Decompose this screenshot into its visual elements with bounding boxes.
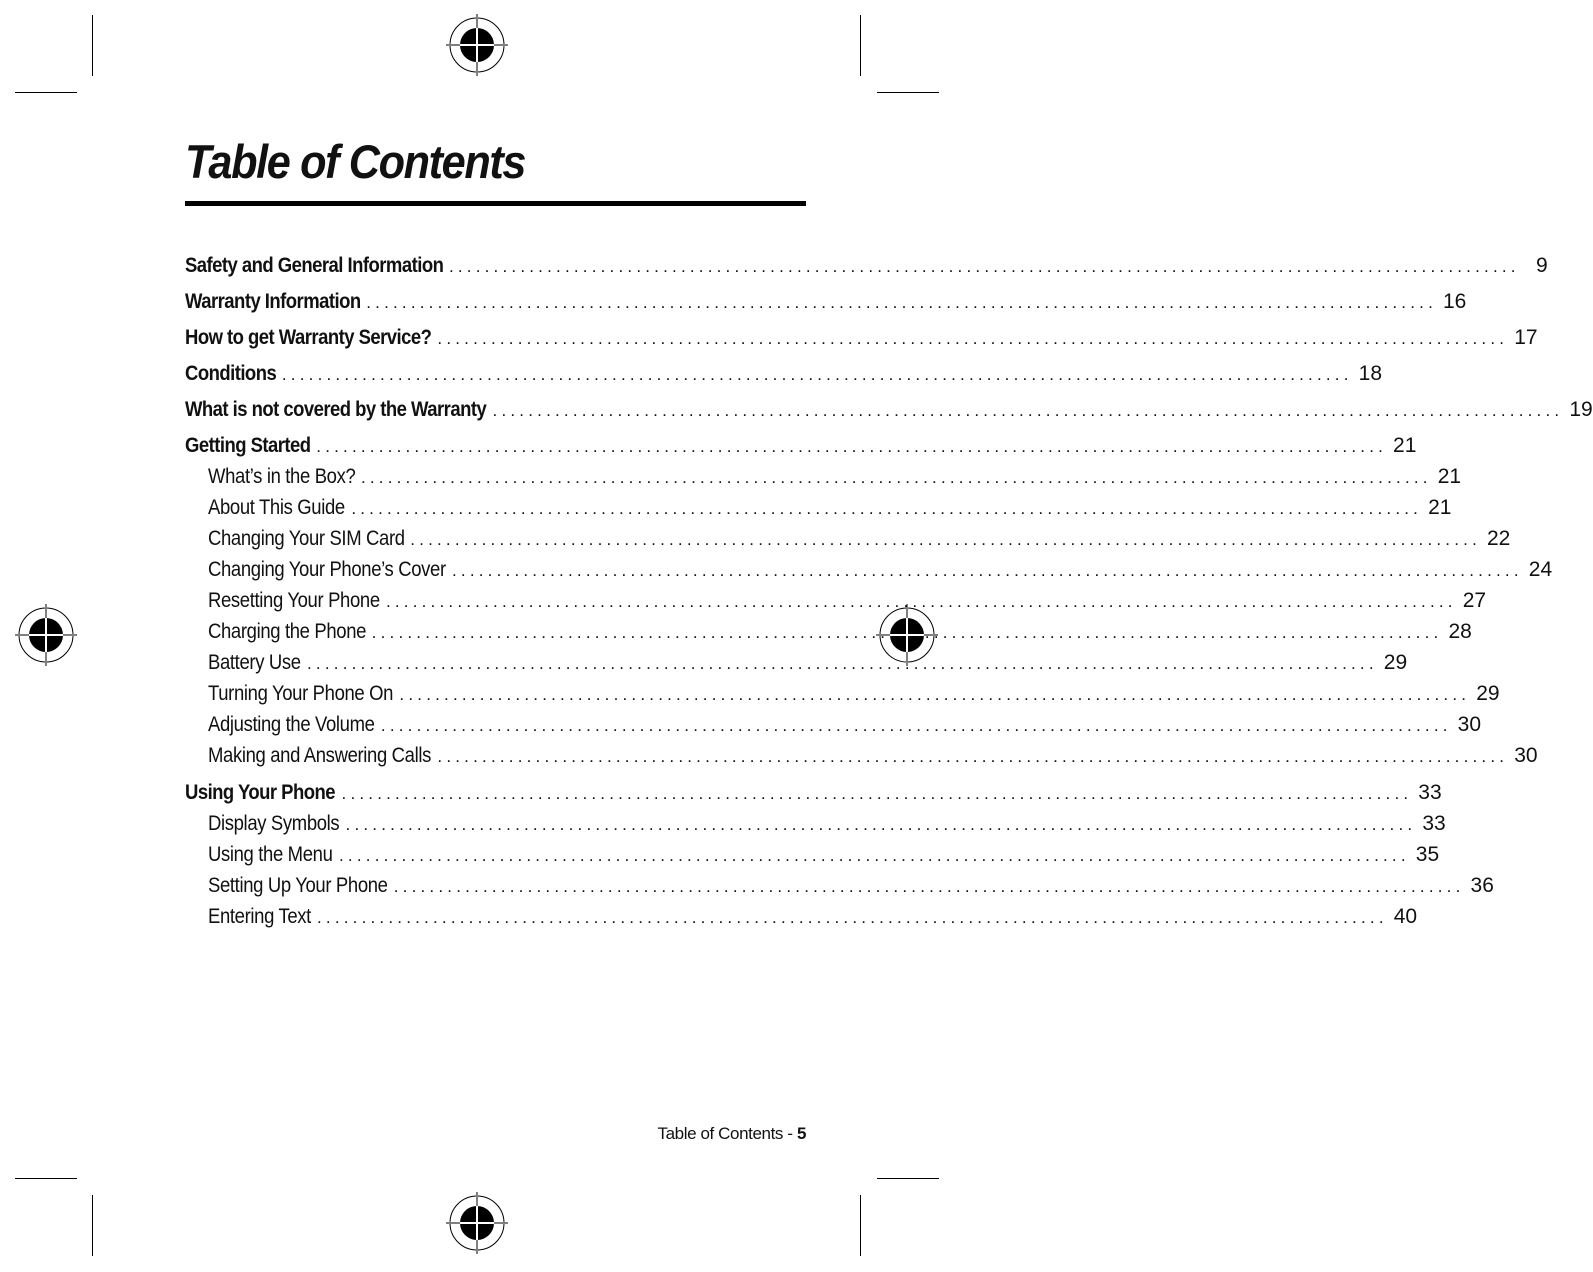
footer-section: Table of Contents	[657, 1124, 784, 1143]
registration-mark-icon	[15, 604, 77, 666]
toc-entry-label: Adjusting the Volume	[208, 713, 375, 736]
toc-entry-label: Entering Text	[208, 905, 311, 928]
toc-subentry[interactable]	[185, 740, 1538, 771]
registration-mark-icon	[446, 1192, 508, 1254]
toc-entry-label: Using Your Phone	[185, 781, 336, 804]
toc-dot-leader: ........................................................................................................................	[410, 530, 1481, 549]
crop-mark	[877, 92, 939, 93]
toc-entry-page: 24	[1528, 558, 1553, 581]
toc-subentry[interactable]	[185, 839, 1440, 870]
toc-dot-leader: ........................................................................................................................	[393, 877, 1465, 896]
toc-subentry[interactable]	[185, 678, 1500, 709]
toc-entry-label: Safety and General Information	[185, 254, 444, 277]
toc-subentry[interactable]	[185, 492, 1452, 523]
crop-mark	[15, 1178, 77, 1179]
toc-entry-label: What’s in the Box?	[208, 465, 356, 488]
toc-entry-page: 27	[1462, 589, 1487, 612]
toc-entry-label: Using the Menu	[208, 843, 333, 866]
crop-mark	[860, 1195, 861, 1256]
toc-subentry[interactable]	[185, 554, 1553, 585]
toc-entry[interactable]	[185, 394, 1593, 430]
toc-entry-label: Getting Started	[185, 434, 311, 457]
toc-dot-leader: ........................................................................................................................	[360, 468, 1432, 487]
toc-entry-page: 30	[1457, 713, 1482, 736]
toc-subentry[interactable]	[185, 585, 1487, 616]
toc-dot-leader: ........................................................................................................................	[281, 365, 1353, 384]
toc-entry-page: 29	[1476, 682, 1500, 705]
title-rule	[185, 201, 806, 206]
toc-entry-page: 28	[1448, 620, 1472, 643]
toc-dot-leader: ........................................................................................................................	[339, 846, 1410, 865]
toc-entry-page: 29	[1383, 651, 1408, 674]
crop-mark	[860, 15, 861, 76]
footer-page-number: 5	[796, 1124, 806, 1143]
toc-dot-leader: ........................................................................................................................	[448, 257, 1520, 276]
toc-entry-page: 30	[1514, 744, 1538, 767]
toc-entry[interactable]	[185, 286, 1467, 322]
toc-entry-label: Setting Up Your Phone	[208, 874, 388, 897]
crop-mark	[92, 1195, 93, 1256]
crop-mark	[92, 15, 93, 76]
toc-dot-leader: ........................................................................................................................	[437, 747, 1509, 766]
toc-entry-page: 9	[1536, 254, 1548, 277]
toc-dot-leader: ........................................................................................................................	[380, 716, 1452, 735]
toc-entry-page: 21	[1428, 496, 1452, 519]
toc-entry-page: 16	[1443, 290, 1467, 313]
toc-entry-page: 40	[1393, 905, 1418, 928]
toc-entry-label: Making and Answering Calls	[208, 744, 431, 767]
toc-entry-page: 19	[1569, 398, 1593, 421]
toc-entry-label: Changing Your Phone’s Cover	[208, 558, 446, 581]
toc-entry-label: Changing Your SIM Card	[208, 527, 405, 550]
toc-subentry[interactable]	[185, 523, 1511, 554]
toc-dot-leader: ........................................................................................................................	[492, 401, 1564, 420]
toc-entry-label: Warranty Information	[185, 290, 361, 313]
toc-dot-leader: ........................................................................................................................	[385, 592, 1457, 611]
crop-mark	[15, 92, 77, 93]
toc-entry-label: Battery Use	[208, 651, 301, 674]
toc-dot-leader: ........................................................................................................................	[437, 329, 1509, 348]
toc-entry-page: 21	[1393, 434, 1417, 457]
toc-entry-page: 22	[1487, 527, 1511, 550]
registration-mark-icon	[446, 14, 508, 76]
toc-entry-page: 17	[1514, 326, 1538, 349]
toc-entry-label: Conditions	[185, 362, 277, 385]
toc-subentry[interactable]	[185, 870, 1494, 901]
crop-mark	[877, 1178, 939, 1179]
toc-dot-leader: ........................................................................................................................	[366, 293, 1437, 312]
toc-entry-label: Display Symbols	[208, 812, 340, 835]
toc-entry-page: 21	[1437, 465, 1462, 488]
toc-entry-label: Resetting Your Phone	[208, 589, 380, 612]
toc-entry[interactable]	[185, 250, 1548, 286]
toc-dot-leader: ........................................................................................................................	[399, 685, 1471, 704]
toc-dot-leader: ........................................................................................................................	[351, 499, 1423, 518]
page-title: Table of Contents	[185, 135, 526, 188]
toc-dot-leader: ........................................................................................................................	[316, 908, 1388, 927]
toc-dot-leader: ........................................................................................................................	[341, 784, 1413, 803]
toc-entry[interactable]	[185, 777, 1442, 808]
toc-dot-leader: ........................................................................................................................	[307, 654, 1378, 673]
toc-subentry[interactable]	[185, 647, 1408, 678]
toc-entry[interactable]	[185, 430, 1417, 461]
toc-entry-page: 36	[1470, 874, 1494, 897]
toc-entry-page: 35	[1415, 843, 1440, 866]
footer-separator: -	[783, 1124, 797, 1143]
toc-dot-leader: ........................................................................................................................	[345, 815, 1417, 834]
toc-entry[interactable]	[185, 358, 1383, 394]
toc-entry-label: How to get Warranty Service?	[185, 326, 432, 349]
table-of-contents	[185, 250, 1593, 932]
toc-subentry[interactable]	[185, 709, 1482, 740]
toc-entry-label: Charging the Phone	[208, 620, 367, 643]
toc-subentry[interactable]	[185, 901, 1418, 932]
toc-dot-leader: ........................................................................................................................	[316, 437, 1388, 456]
page-footer	[658, 1124, 807, 1144]
toc-subentry[interactable]	[185, 616, 1472, 647]
toc-entry-page: 33	[1418, 781, 1442, 804]
toc-entry-label: What is not covered by the Warranty	[185, 398, 487, 421]
toc-entry-label: About This Guide	[208, 496, 345, 519]
toc-entry-label: Turning Your Phone On	[208, 682, 394, 705]
toc-dot-leader: ........................................................................................................................	[371, 623, 1443, 642]
toc-entry[interactable]	[185, 322, 1538, 358]
toc-subentry[interactable]	[185, 808, 1446, 839]
toc-subentry[interactable]	[185, 461, 1462, 492]
toc-entry-page: 18	[1358, 362, 1383, 385]
toc-entry-page: 33	[1422, 812, 1446, 835]
toc-dot-leader: ........................................................................................................................	[451, 561, 1523, 580]
